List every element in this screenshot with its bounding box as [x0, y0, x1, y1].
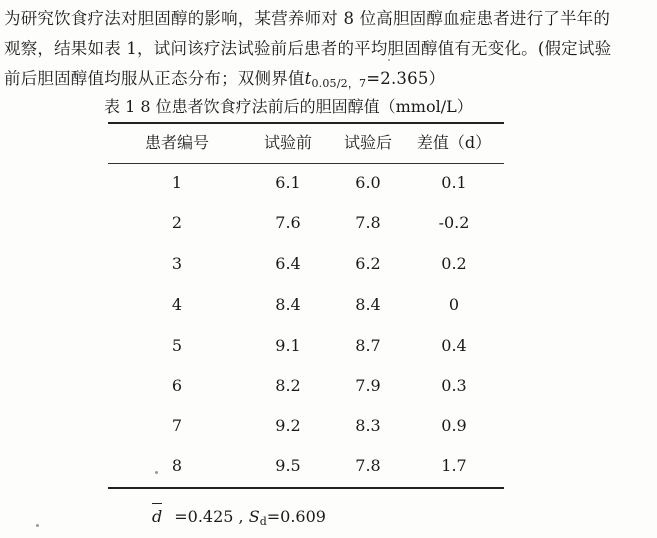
table-row: [108, 411, 504, 441]
sd-subscript: d: [259, 515, 267, 528]
cell-patient-id: 6: [171, 376, 183, 395]
table-bottom-rule: [108, 487, 504, 489]
cell-before: 9.5: [275, 456, 301, 475]
cell-patient-id: 8: [171, 456, 183, 475]
problem-line-3-suffix: =2.365）: [366, 69, 446, 88]
problem-line-2: 观察，结果如表 1，试问该疗法试验前后患者的平均胆固醇值有无变化。(假定试验: [4, 39, 612, 58]
header-patient-id: 患者编号: [144, 133, 209, 152]
cell-after: 8.4: [355, 295, 381, 314]
cell-difference: 0.9: [441, 416, 467, 435]
problem-line-3-prefix: 前后胆固醇值均服从正态分布；双侧界值: [4, 69, 305, 88]
t-subscript: 0.05/2，7: [311, 77, 367, 90]
cell-difference: 0.2: [441, 254, 467, 273]
table-header-row: [108, 128, 504, 158]
cell-patient-id: 7: [171, 416, 183, 435]
cell-before: 8.2: [275, 376, 301, 395]
table-row: [108, 290, 504, 320]
cell-difference: 1.7: [441, 456, 467, 475]
table-row: [108, 331, 504, 361]
cell-before: 8.4: [275, 295, 301, 314]
mean-difference-symbol: d: [152, 500, 162, 532]
table-caption: 表 1 8 位患者饮食疗法前后的胆固醇值（mmol/L）: [104, 97, 473, 116]
scan-speck: [36, 524, 39, 527]
cell-before: 9.1: [275, 336, 301, 355]
sd-value: =0.609: [266, 507, 326, 526]
mean-difference-value: =0.425 ,: [174, 507, 244, 526]
problem-line-1: 为研究饮食疗法对胆固醇的影响，某营养师对 8 位高胆固醇血症患者进行了半年的: [4, 9, 611, 28]
sd-symbol: S: [248, 507, 260, 526]
cell-patient-id: 5: [171, 336, 183, 355]
table-top-rule: [108, 122, 504, 124]
cell-before: 7.6: [275, 213, 301, 232]
cell-before: 6.4: [275, 254, 301, 273]
header-before: 试验前: [263, 133, 312, 152]
table-row: [108, 371, 504, 401]
cell-after: 7.8: [355, 456, 381, 475]
cell-after: 6.2: [355, 254, 381, 273]
cell-difference: 0: [448, 295, 460, 314]
cell-difference: 0.3: [441, 376, 467, 395]
cell-difference: 0.4: [441, 336, 467, 355]
t-symbol: t: [304, 69, 312, 88]
summary-statistics: [152, 500, 326, 537]
cell-after: 7.8: [355, 213, 381, 232]
scan-speck: [388, 59, 390, 61]
cell-after: 7.9: [355, 376, 381, 395]
cell-after: 6.0: [355, 173, 381, 192]
cell-patient-id: 4: [171, 295, 183, 314]
scan-speck: [155, 471, 158, 474]
table-row: [108, 168, 504, 198]
table-row: [108, 249, 504, 279]
table-row: [108, 208, 504, 238]
cell-patient-id: 2: [171, 213, 183, 232]
cell-patient-id: 1: [171, 173, 183, 192]
cell-before: 6.1: [275, 173, 301, 192]
cell-difference: -0.2: [438, 213, 470, 232]
cell-after: 8.3: [355, 416, 381, 435]
cell-patient-id: 3: [171, 254, 183, 273]
table-header-rule: [108, 163, 504, 164]
table-row: [108, 451, 504, 481]
header-after: 试验后: [343, 133, 392, 152]
header-difference: 差值（d）: [416, 133, 492, 152]
cell-before: 9.2: [275, 416, 301, 435]
cell-after: 8.7: [355, 336, 381, 355]
cell-difference: 0.1: [441, 173, 467, 192]
problem-statement: [4, 4, 652, 99]
